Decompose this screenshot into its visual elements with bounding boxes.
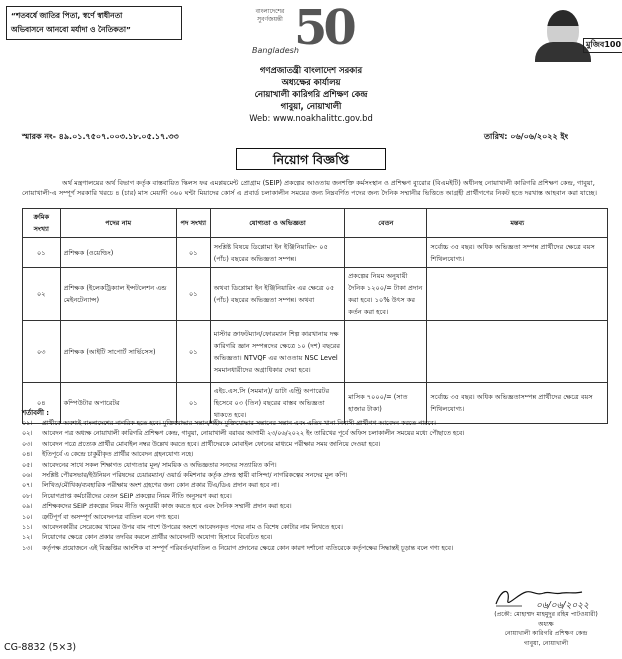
table-row — [23, 238, 608, 268]
header-post: পদের নাম — [60, 209, 176, 238]
office-header — [0, 64, 622, 124]
table-row — [23, 383, 608, 424]
cell-count: ০১ — [176, 321, 210, 383]
list-item: ০৬। সংশ্লিষ্ট পৌরসভার/ইউনিয়ন পরিষদের চেয়ারম্যান/ ওয়ার্ড কমিশনার কর্তৃক প্রদত্ত স্থায়ী বাসিন্দা/ নাগরিকত্বের সনদের মূল কপি। — [22, 472, 348, 480]
list-item: ০১। প্রার্থীকে অবশ্যই বাংলাদেশের নাগরিক হতে হবে। মুক্তিযোদ্ধার সন্তান/শহীদ মুক্তিযোদ্ধার সন্তানের সন্তান এবং এতিম খানা নিবাসী প্রার্থীগণ আবেদন করতে পারবে। — [22, 420, 436, 427]
emblem-number: 50 — [294, 0, 353, 56]
list-item: ১২। নিয়োগের ক্ষেত্রে কোন প্রকার তদবির করলে প্রার্থীর আবেদনটি অযোগ্য হিসাবে বিবেচিত হবে। — [22, 534, 273, 542]
list-item: ১০। ত্রুটিপূর্ণ বা অসম্পূর্ণ আবেদনপত্র বাতিল বলে গণ্য হবে। — [22, 513, 180, 521]
cell-remarks: সর্বোচ্চ ৩৫ বছর। অধিক অভিজ্ঞতাসম্পন্ন প্রার্থীদের ক্ষেত্রে বয়স শিথিলযোগ্য। — [427, 383, 608, 424]
cell-salary — [345, 321, 427, 383]
list-item: ০৪। ইতিপূর্বে এ কেন্দ্রে চাকুরীকৃত প্রার্থীর আবেদন গ্রহনযোগ্য নহে। — [22, 451, 194, 459]
list-item: ০২। আবেদন পত্র অধ্যক্ষ নোয়াখালী কারিগরি প্রশিক্ষণ কেন্দ্র, গাবুয়া, নোয়াখালী বরাবর আগামী ২৩/০৬/২০২২ ইং তারিখের পূর্বে অফিস চলাকালীন সময়ের মধ্যে পৌছাতে হবে। — [22, 430, 465, 438]
website-line: Web: www.noakhalittc.gov.bd — [249, 113, 373, 123]
header-salary: বেতন — [345, 209, 427, 238]
cell-salary: মাসিক ৭০০০/= (সাত হাজার টাকা) — [345, 383, 427, 424]
cell-qualification: অথবা ডিপ্লোমা ইন ইঞ্জিনিয়ারিং এর ক্ষেত্রে ০৫ (পাঁচ) বছরের অভিজ্ঞতা সম্পন্ন। অথবা — [210, 268, 345, 321]
table-row — [23, 268, 608, 321]
cell-serial: ০২ — [23, 268, 61, 321]
signatory-address: গাবুয়া, নোয়াখালী — [523, 639, 569, 647]
institute-name: নোয়াখালী কারিগরি প্রশিক্ষণ কেন্দ্র — [254, 89, 368, 99]
cell-salary — [345, 238, 427, 268]
cell-count: ০১ — [176, 383, 210, 424]
slogan-box — [6, 6, 182, 40]
table-header-row — [23, 209, 608, 238]
table-row — [23, 321, 608, 383]
list-item: ১৩। কর্তৃপক্ষ প্রয়োজনে এই বিজ্ঞপ্তির আংশিক বা সম্পূর্ণ পরিবর্তন/বাতিল ও নিয়োগ প্রদানের ক্ষেত্রে কোন কারণ দর্শানো ব্যতিরেকে কর্তৃপক্ষের সিদ্ধান্তই চূড়ান্ত বলে গণ্য হবে। — [22, 544, 454, 552]
cell-salary: প্রকল্পের নিয়ম অনুযায়ী দৈনিক ১২০০/= টাকা প্রদান করা হবে। ১০% উৎস কর কর্তন করা হবে। — [345, 268, 427, 321]
list-item: ০৯। প্রশিক্ষকদের SEIP প্রকল্পের নিয়ম নীতি অনুযায়ী কাজ করতে হবে এবং দৈনিক সম্মানী প্রদান করা হবে। — [22, 503, 292, 511]
cell-qualification: মাস্টার ক্রাফটম্যান/ফোরম্যান শিল্প কারখানায় দক্ষ কারিগরি জ্ঞান সম্পন্নদের ক্ষেত্রে ১০ (দশ) বছরের অভিজ্ঞতা। NTVQF এর আওতায় NSC Level সমমানধারীদের অগ্রাধিকার দেয়া হবে। — [210, 321, 345, 383]
slogan-line-1: “শতবর্ষে জাতির পিতা, স্বর্ণে স্বাধীনতা — [11, 11, 123, 20]
list-item: ০৩। আবেদন পত্রে প্রত্যেক প্রার্থীর মোবাইল নম্বর উল্লেখ করতে হবে। প্রার্থীদেরকে মোবাইল ফোনের মাধ্যমে পরীক্ষার সময় জানিয়ে দেওয়া হবে। — [22, 440, 381, 448]
conditions-list — [22, 419, 606, 554]
vacancy-table — [22, 208, 608, 424]
signature-block — [476, 610, 616, 648]
golden-jubilee-emblem — [250, 0, 353, 66]
memo-date: তারিখ: ০৬/০৬/২০২২ ইং — [484, 132, 569, 141]
mujib100-badge: মুজিব100 — [583, 38, 622, 53]
notice-title: নিয়োগ বিজ্ঞপ্তি — [236, 148, 386, 170]
memo-number: স্মারক নং- ৪৯.০১.৭৫০৭.০০৩.১৮.০৫.১৭.৩৩ — [22, 132, 179, 141]
slogan-line-2: অভিবাসনে আনবো মর্যাদা ও নৈতিকতা” — [11, 25, 131, 34]
emblem-caption: Bangladesh — [252, 46, 299, 55]
cell-serial: ০৩ — [23, 321, 61, 383]
header-serial: ক্রমিক সংখ্যা — [23, 209, 61, 238]
cell-remarks — [427, 268, 608, 321]
cell-count: ০১ — [176, 238, 210, 268]
list-item: ০৫। আবেদনের সাথে সকল শিক্ষাগত যোগ্যতার মূল/ সাময়িক ও অভিজ্ঞতার সনদের সত্যায়িত কপি। — [22, 461, 277, 469]
principal-office-line: অধ্যক্ষের কার্যালয় — [281, 77, 341, 87]
signatory-designation: অধ্যক্ষ — [538, 620, 554, 628]
cell-post: কম্পিউটার অপারেটর — [60, 383, 176, 424]
handwritten-signature — [492, 584, 616, 610]
signature-date: ০৬/০৬/২০২২ — [536, 601, 589, 610]
portrait-logo — [535, 6, 622, 64]
intro-paragraph: অর্থ মন্ত্রণালয়ের অর্থ বিভাগ কর্তৃক বাস্তবায়িত স্কিলস ফর এমপ্লয়মেন্ট প্রোগ্রাম (SEIP) প্রকল্পের আওতায় জনশক্তি কর্মসংস্থান ও প্রশিক্ষণ ব্যুরোর (বিএমইটি) অধীনস্থ নোয়াখালী কারিগরি প্রশিক্ষণ কেন্দ্র, গাবুয়া, নোয়াখালী-এ সম্পূর্ণ সরকারি খরচে ৪ (চার) মাস মেয়াদী ৩৬০ ঘন্টা মিয়াদের কোর্স এ প্রবার্ড চলাকালীন সময়ের জন্য নিম্নবর্ণিত পদের জন্য দৈনিক সম্মানীর ভিত্তিতে আগ্রহী প্রার্থীগণের নিকট হতে দরখাস্ত আহবান করা যাচ্ছে। — [22, 179, 597, 197]
header-count: পদ সংখ্যা — [176, 209, 210, 238]
cell-serial: ০৪ — [23, 383, 61, 424]
cell-count: ০১ — [176, 268, 210, 321]
header-remarks: মন্তব্য — [427, 209, 608, 238]
cell-remarks: সর্বোচ্চ ৩৫ বছর। অধিক অভিজ্ঞতা সম্পন্ন প্রার্থীদের ক্ষেত্রে বয়স শিথিলযোগ্য। — [427, 238, 608, 268]
cell-serial: ০১ — [23, 238, 61, 268]
cell-post: প্রশিক্ষক (ওয়েল্ডিং) — [60, 238, 176, 268]
institute-address: গাবুয়া, নোয়াখালী — [280, 101, 342, 111]
footer-code: CG-8832 (5×3) — [4, 642, 77, 653]
header-qualification: যোগ্যতা ও অভিজ্ঞতা — [210, 209, 345, 238]
list-item: ০৭। লিখিত/মৌখিক/ব্যবহারিক পরীক্ষায় অংশ গ্রহণের জন্য কোন প্রকার টিএ/ডিএ প্রদান করা হবে না। — [22, 482, 280, 490]
signatory-name: (প্রকৌ: মোহাম্মদ মাহমুদুর রহিম পাটওয়ারী) — [494, 611, 598, 618]
cell-post: প্রশিক্ষক (ইলেকট্রিক্যাল ইন্সটলেশন এন্ড মেইনটেন্যান্স) — [60, 268, 176, 321]
emblem-text: বাংলাদেশের সুবর্ণজয়ন্তী — [255, 8, 285, 23]
govt-line: গণপ্রজাতন্ত্রী বাংলাদেশ সরকার — [259, 65, 363, 75]
list-item: ১১। আবেদনকারীর সেরেকের খামের উপর বাম পাশে উপরের অংশে আবেদনকৃত পদের নাম ও বিশেষ কোটার নাম লিখতে হবে। — [22, 524, 343, 532]
list-item: ০৮। নিয়োগপ্রাপ্ত কর্মচারীদের বেতন SEIP প্রকল্পের নিয়ম নীতি অনুসরণ করা হবে। — [22, 492, 232, 500]
cell-remarks — [427, 321, 608, 383]
cell-post: প্রশিক্ষক (আইটি সাপোর্ট সার্ভিসেস) — [60, 321, 176, 383]
cell-qualification: এইচ.এস.সি (সমমান)/ ডাটা এন্ট্রি অপারেটর হিসেবে ০৩ (তিন) বছরের বাস্তব অভিজ্ঞতা থাকতে হবে। — [210, 383, 345, 424]
signatory-office: নোয়াখালী কারিগরি প্রশিক্ষণ কেন্দ্র — [504, 630, 588, 637]
conditions-title: শর্তাবলী : — [22, 409, 49, 417]
cell-qualification: সংশ্লিষ্ট বিষয়ে ডিপ্লোমা ইন ইঞ্জিনিয়ারিং- ০৫ (পাঁচ) বছরের অভিজ্ঞতা সম্পন্ন। — [210, 238, 345, 268]
